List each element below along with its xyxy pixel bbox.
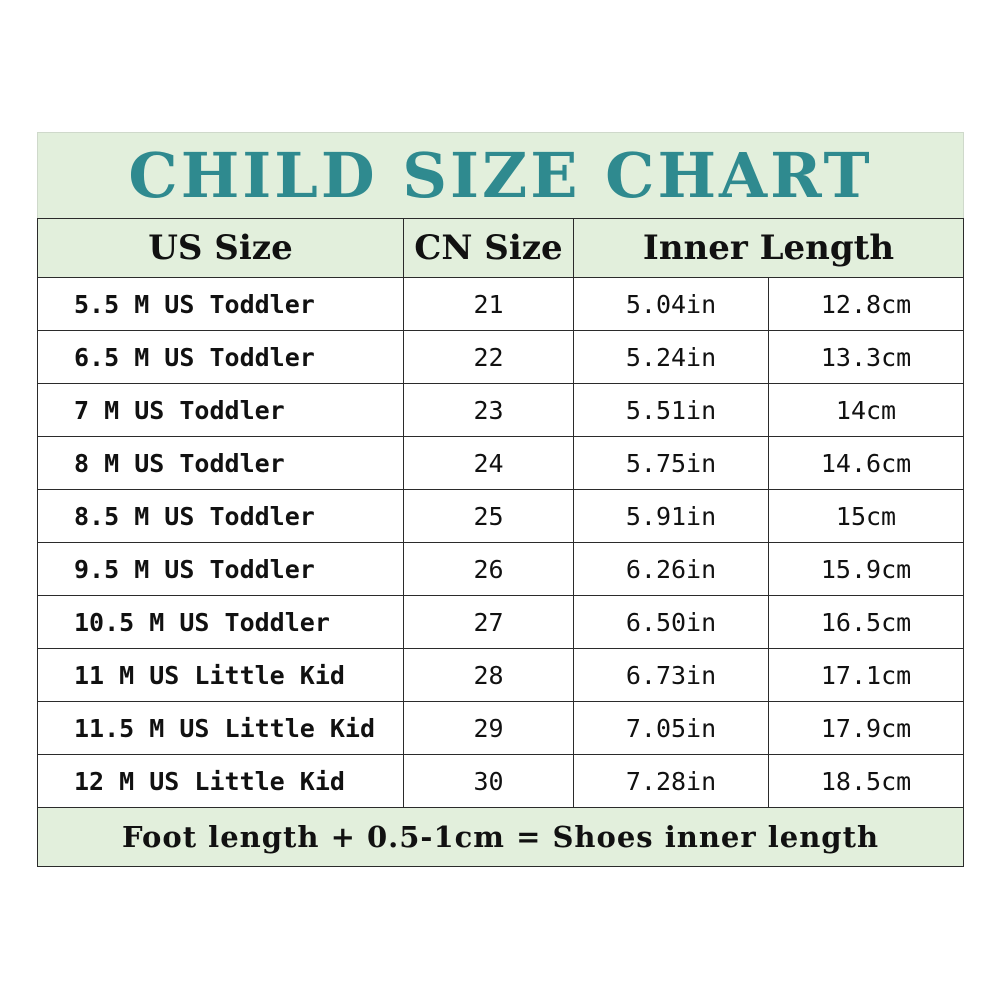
footer-row bbox=[38, 808, 964, 867]
us-size-cell: 6.5 M US Toddler bbox=[38, 331, 404, 384]
inner-length-cm-cell: 17.1cm bbox=[769, 649, 964, 702]
header-row bbox=[38, 219, 964, 278]
cn-size-cell: 21 bbox=[404, 278, 574, 331]
cn-size-cell: 28 bbox=[404, 649, 574, 702]
us-size-cell: 11 M US Little Kid bbox=[38, 649, 404, 702]
table-row bbox=[38, 702, 964, 755]
us-size-cell: 7 M US Toddler bbox=[38, 384, 404, 437]
inner-length-in-cell: 5.04in bbox=[574, 278, 769, 331]
table-row bbox=[38, 490, 964, 543]
us-size-cell: 10.5 M US Toddler bbox=[38, 596, 404, 649]
size-chart-table bbox=[37, 132, 964, 867]
cn-size-cell: 25 bbox=[404, 490, 574, 543]
inner-length-cm-cell: 17.9cm bbox=[769, 702, 964, 755]
header-cn-size: CN Size bbox=[404, 219, 574, 278]
cn-size-cell: 22 bbox=[404, 331, 574, 384]
inner-length-in-cell: 6.26in bbox=[574, 543, 769, 596]
inner-length-in-cell: 5.51in bbox=[574, 384, 769, 437]
inner-length-in-cell: 7.28in bbox=[574, 755, 769, 808]
chart-title: CHILD SIZE CHART bbox=[128, 139, 873, 212]
table-row bbox=[38, 437, 964, 490]
table-row bbox=[38, 755, 964, 808]
inner-length-in-cell: 6.73in bbox=[574, 649, 769, 702]
header-us-size: US Size bbox=[38, 219, 404, 278]
us-size-cell: 8 M US Toddler bbox=[38, 437, 404, 490]
inner-length-cm-cell: 15.9cm bbox=[769, 543, 964, 596]
cn-size-cell: 24 bbox=[404, 437, 574, 490]
inner-length-cm-cell: 12.8cm bbox=[769, 278, 964, 331]
table-row bbox=[38, 384, 964, 437]
cn-size-cell: 29 bbox=[404, 702, 574, 755]
table-row bbox=[38, 649, 964, 702]
us-size-cell: 12 M US Little Kid bbox=[38, 755, 404, 808]
us-size-cell: 11.5 M US Little Kid bbox=[38, 702, 404, 755]
cn-size-cell: 23 bbox=[404, 384, 574, 437]
cn-size-cell: 30 bbox=[404, 755, 574, 808]
footer-note: Foot length + 0.5-1cm = Shoes inner length bbox=[38, 808, 964, 867]
title-row bbox=[38, 133, 964, 219]
inner-length-cm-cell: 18.5cm bbox=[769, 755, 964, 808]
inner-length-cm-cell: 14cm bbox=[769, 384, 964, 437]
us-size-cell: 9.5 M US Toddler bbox=[38, 543, 404, 596]
table-row bbox=[38, 596, 964, 649]
inner-length-cm-cell: 13.3cm bbox=[769, 331, 964, 384]
table-row bbox=[38, 543, 964, 596]
us-size-cell: 5.5 M US Toddler bbox=[38, 278, 404, 331]
table-row bbox=[38, 331, 964, 384]
title-cell bbox=[38, 133, 964, 219]
us-size-cell: 8.5 M US Toddler bbox=[38, 490, 404, 543]
inner-length-cm-cell: 16.5cm bbox=[769, 596, 964, 649]
inner-length-in-cell: 5.75in bbox=[574, 437, 769, 490]
inner-length-in-cell: 5.91in bbox=[574, 490, 769, 543]
inner-length-in-cell: 5.24in bbox=[574, 331, 769, 384]
cn-size-cell: 27 bbox=[404, 596, 574, 649]
table-row bbox=[38, 278, 964, 331]
inner-length-in-cell: 7.05in bbox=[574, 702, 769, 755]
inner-length-cm-cell: 14.6cm bbox=[769, 437, 964, 490]
cn-size-cell: 26 bbox=[404, 543, 574, 596]
inner-length-in-cell: 6.50in bbox=[574, 596, 769, 649]
inner-length-cm-cell: 15cm bbox=[769, 490, 964, 543]
header-inner-length: Inner Length bbox=[574, 219, 964, 278]
